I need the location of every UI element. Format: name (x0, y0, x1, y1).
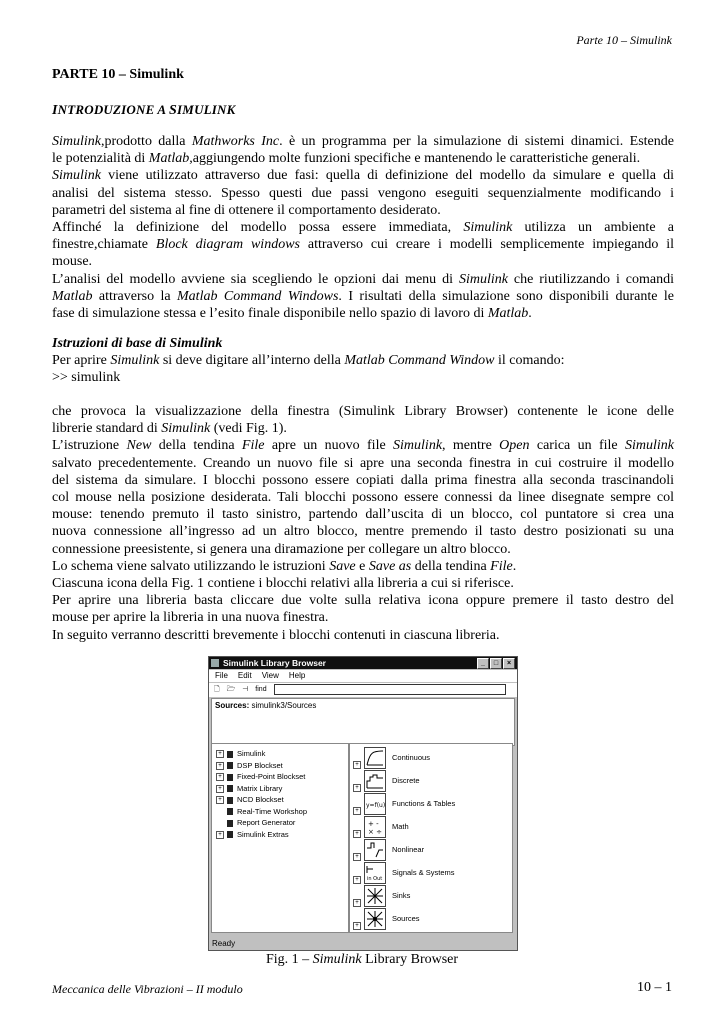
library-signals-systems[interactable]: + in Out Signals & Systems (364, 862, 504, 884)
instructions-block: Istruzioni di base di Simulink Per aprire Simulink si deve digitare all’interno della Matlab Command Window il comando: >> simulink (52, 335, 674, 387)
close-icon[interactable]: × (503, 658, 515, 669)
window-titlebar[interactable] (209, 657, 517, 669)
minimize-icon[interactable]: _ (477, 658, 489, 669)
tree-item[interactable]: + Simulink (212, 748, 348, 760)
continuous-icon (364, 747, 386, 769)
find-label: find (255, 686, 267, 693)
expand-icon[interactable]: + (353, 853, 361, 861)
expand-icon[interactable]: + (216, 750, 224, 758)
library-tree (211, 743, 349, 933)
library-sources[interactable]: + Sources (364, 908, 504, 930)
pin-icon[interactable]: ⊣ (242, 686, 249, 693)
block-icon (227, 751, 233, 758)
footer-left: Meccanica delle Vibrazioni – II modulo (52, 982, 243, 996)
section-heading: INTRODUZIONE A SIMULINK (52, 102, 236, 118)
instructions-heading: Istruzioni di base di Simulink (52, 336, 223, 351)
sources-label: Sources: (215, 701, 250, 710)
block-icon (227, 820, 233, 827)
nonlinear-icon (364, 839, 386, 861)
tree-item[interactable]: Real-Time Workshop (212, 806, 348, 818)
block-icon (227, 785, 233, 792)
tree-item[interactable]: + NCD Blockset (212, 794, 348, 806)
find-input[interactable] (274, 684, 506, 695)
menu-view[interactable]: View (261, 671, 279, 680)
tree-item[interactable]: Report Generator (212, 817, 348, 829)
expand-icon[interactable]: + (353, 761, 361, 769)
block-icon (227, 762, 233, 769)
expand-icon[interactable]: + (353, 899, 361, 907)
tree-item[interactable]: + DSP Blockset (212, 760, 348, 772)
simulink-app-icon (211, 659, 219, 667)
library-browser-figure (208, 656, 518, 951)
menu-bar (209, 670, 517, 682)
library-nonlinear[interactable]: + Nonlinear (364, 839, 504, 861)
command-line: >> simulink (52, 370, 121, 386)
signals-icon (364, 862, 386, 884)
svg-text:in Out: in Out (367, 876, 383, 882)
expand-icon[interactable]: + (353, 807, 361, 815)
function-icon (364, 793, 386, 815)
expand-icon[interactable]: + (353, 784, 361, 792)
expand-icon[interactable]: + (353, 830, 361, 838)
library-continuous[interactable]: + Continuous (364, 747, 504, 769)
window-title: Simulink Library Browser (223, 658, 326, 668)
block-icon (227, 808, 233, 815)
expand-icon[interactable]: + (216, 785, 224, 793)
expand-icon[interactable]: + (216, 831, 224, 839)
page-title: PARTE 10 – Simulink (52, 67, 184, 82)
menu-help[interactable]: Help (288, 671, 306, 680)
library-panel (349, 743, 513, 933)
block-icon (227, 774, 233, 781)
figure-caption: Fig. 1 – Simulink Library Browser (265, 952, 459, 967)
svg-text:y=f(u): y=f(u) (366, 802, 386, 809)
sinks-icon (364, 885, 386, 907)
page-number: 10 – 1 (637, 980, 672, 995)
new-file-icon[interactable]: 🗋 (214, 686, 220, 693)
block-icon (227, 831, 233, 838)
svg-text:+ -: + - (368, 820, 379, 828)
expand-icon[interactable]: + (353, 922, 361, 930)
tree-item[interactable]: + Simulink Extras (212, 829, 348, 841)
sources-description (211, 698, 515, 746)
intro-paragraph: Simulink,prodotto dalla Mathworks Inc. è un programma per la simulazione di sistemi dinamici. Estende le potenzialità di Matlab,aggiungendo molte funzioni specifiche e mantenendo le caratteristiche generali. Simulink viene utilizzato attraverso due fasi: quella di definizione del modello da simulare e quella di analisi del sistema stesso. Spesso questi due passi vengono eseguiti sequenzialmente modificando i parametri del sistema al fine di ottenere il comportamento desiderato. Affinché la definizione del modello possa essere immediata, Simulink utilizza un ambiente a finestre,chiamate Block diagram windows attraverso cui creare i modelli semplicemente impiegando il mouse. L’analisi del modello avviene sia scegliendo le opzioni dai menu di Simulink che riutilizzando i comandi Matlab attraverso la Matlab Command Windows. I risultati della simulazione sono disponibili durante le fase di simulazione stessa e l’esito finale disponibile nello spazio di lavoro di Matlab. (52, 134, 674, 322)
open-folder-icon[interactable]: 🗁 (226, 686, 236, 693)
tree-item[interactable]: + Matrix Library (212, 783, 348, 795)
block-icon (227, 797, 233, 804)
expand-icon[interactable]: + (216, 773, 224, 781)
library-functions-tables[interactable]: + y=f(u) Functions & Tables (364, 793, 504, 815)
usage-paragraph: che provoca la visualizzazione della finestra (Simulink Library Browser) contenente le icone delle librerie standard di Simulink (vedi Fig. 1). L’istruzione New della tendina File apre un nuovo file Simulink, mentre Open carica un file Simulink salvato precedentemente. Creando un nuovo file si apre una seconda finestra in cui costruire il modello del sistema da simulare. I blocchi possono essere copiati dalla prima finestra alla seconda trascinandoli col mouse nella posizione desiderata. Tali blocchi possono essere connessi da linee disegnate sempre col mouse: tenendo premuto il tasto sinistro, partendo dall’uscita di un blocco, col puntatore si crea una nuova connessione all’ingresso ad un altro blocco, mentre premendo il tasto destro posizionati su una connessione preesistente, si genera una diramazione per collegare un altro blocco. Lo schema viene salvato utilizzando le istruzioni Save e Save as della tendina File. Ciascuna icona della Fig. 1 contiene i blocchi relativi alla libreria a cui si riferisce. Per aprire una libreria basta cliccare due volte sulla relativa icona oppure premere il tasto destro del mouse per aprire la libreria in una nuova finestra. In seguito verranno descritti brevemente i blocchi contenuti in ciascuna libreria. (52, 404, 675, 643)
svg-text:× ÷: × ÷ (368, 828, 382, 836)
sources-icon (364, 908, 386, 930)
library-discrete[interactable]: + Discrete (364, 770, 504, 792)
menu-file[interactable]: File (215, 671, 228, 680)
math-icon (364, 816, 386, 838)
toolbar (209, 683, 517, 697)
library-math[interactable]: + + - × ÷ Math (364, 816, 504, 838)
tree-item[interactable]: + Fixed-Point Blockset (212, 771, 348, 783)
running-header: Parte 10 – Simulink (576, 33, 672, 47)
sources-path: simulink3/Sources (251, 701, 317, 710)
status-bar: Ready (212, 939, 236, 948)
discrete-icon (364, 770, 386, 792)
menu-edit[interactable]: Edit (237, 671, 252, 680)
expand-icon[interactable]: + (353, 876, 361, 884)
library-sinks[interactable]: + Sinks (364, 885, 504, 907)
maximize-icon[interactable]: □ (490, 658, 502, 669)
expand-icon[interactable]: + (216, 796, 224, 804)
expand-icon[interactable]: + (216, 762, 224, 770)
